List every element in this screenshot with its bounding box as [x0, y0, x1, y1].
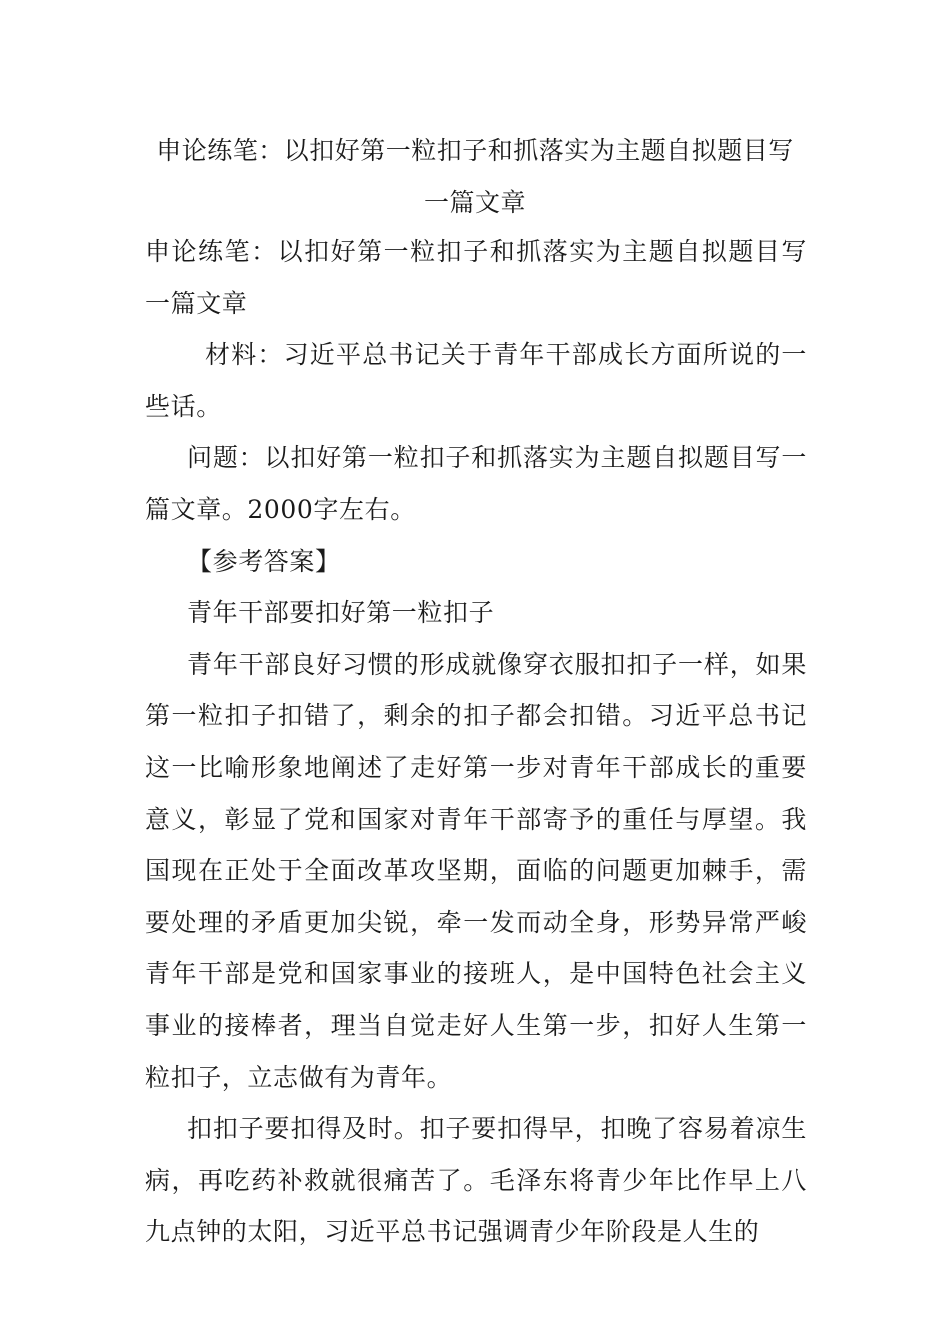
essay-title: 青年干部要扣好第一粒扣子 [187, 598, 495, 628]
document-body [145, 226, 807, 1258]
essay-paragraph-1: 青年干部良好习惯的形成就像穿衣服扣扣子一样，如果第一粒扣子扣错了，剩余的扣子都会扣错。习近平总书记这一比喻形象地阐述了走好第一步对青年干部成长的重要意义，彰显了党和国家对青年干部寄予的重任与厚望。我国现在正处于全面改革攻坚期，面临的问题更加棘手，需要处理的矛盾更加尖锐，牵一发而动全身，形势异常严峻青年干部是党和国家事业的接班人，是中国特色社会主义事业的接棒者，理当自觉走好人生第一步，扣好人生第一粒扣子，立志做有为青年。 [145, 649, 807, 1092]
reference-answer-heading: 【参考答案】 [187, 546, 341, 576]
document-title-line-2: 一篇文章 [423, 188, 526, 217]
essay-paragraph-2: 扣扣子要扣得及时。扣子要扣得早，扣晚了容易着凉生病，再吃药补救就很痛苦了。毛泽东将青少年比作早上八九点钟的太阳，习近平总书记强调青少年阶段是人生的 [145, 1114, 807, 1247]
material-paragraph: 材料：习近平总书记关于青年干部成长方面所说的一些话。 [145, 340, 807, 421]
document-title-line-1: 申论练笔：以扣好第一粒扣子和抓落实为主题自拟题目写 [156, 136, 794, 165]
question-paragraph: 问题：以扣好第一粒扣子和抓落实为主题自拟题目写一篇文章。2000字左右。 [145, 443, 807, 524]
repeated-title-paragraph: 申论练笔：以扣好第一粒扣子和抓落实为主题自拟题目写一篇文章 [145, 237, 807, 318]
